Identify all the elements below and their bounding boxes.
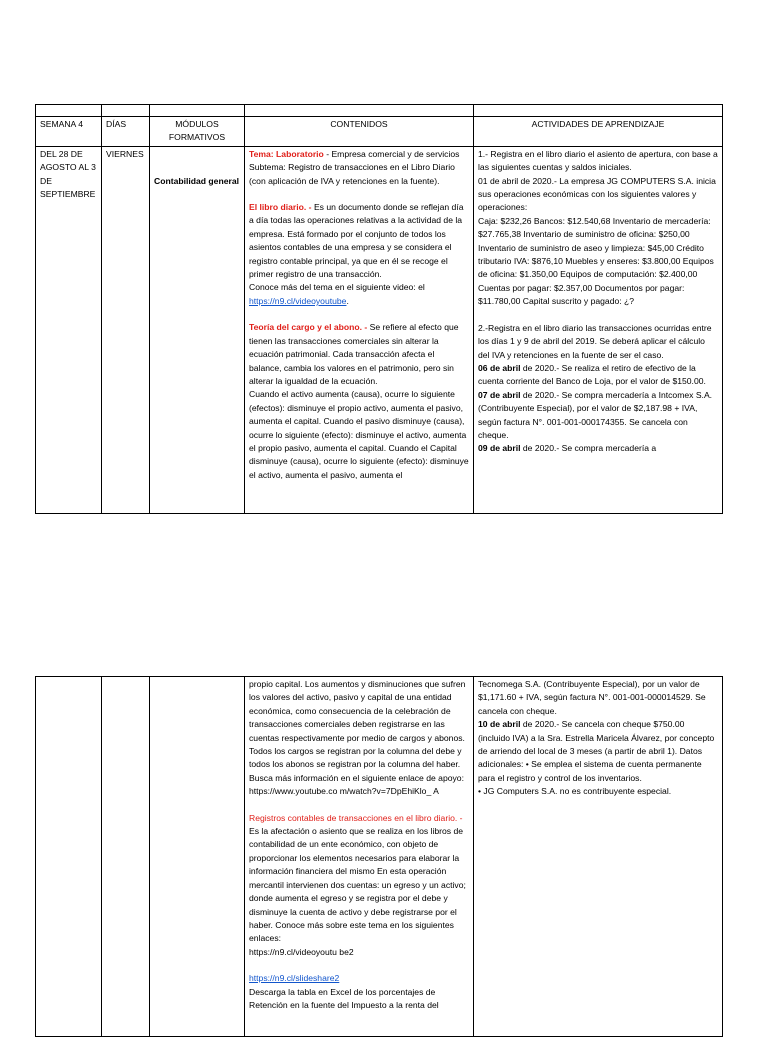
slideshare-link[interactable]: https://n9.cl/slideshare2: [249, 973, 340, 984]
slideshare-paragraph: [249, 972, 469, 985]
activity-7-text: de 2020.- Se realiza el retiro de efectivo de la cuenta corriente del Banco de Loja, por el valor de $150.00.: [478, 362, 706, 387]
activity-11-date: 10 de abril: [478, 719, 521, 730]
excel-paragraph: Descarga la tabla en Excel de los porcentajes de Retención en la fuente del Impuesto a la renta del: [249, 986, 439, 1010]
topic-paragraph: [249, 148, 469, 188]
module-cell: [150, 146, 245, 513]
header-actividades: ACTIVIDADES DE APRENDIZAJE: [474, 117, 723, 147]
schedule-table-1: [35, 104, 723, 514]
activity-8-text: de 2020.- Se compra mercadería a Intcomex S.A. (Contribuyente Especial), por el valor de $2,187.98 + IVA, según factura N°. 001-001-000174355. Se cancela con cheque.: [478, 389, 713, 440]
day-cell: VIERNES: [102, 146, 150, 513]
theory-label: Teoría del cargo y el abono. -: [249, 322, 368, 333]
activity-11: [478, 718, 718, 785]
activity-11-text: de 2020.- Se cancela con cheque $750.00 (incluido IVA) a la Sra. Estrella Maricela Álvarez, por concepto de arriendo del local de 3 meses (a partir de abril 1). Datos adicionales: • Se emplea el sistema de cuenta permanente para el registro y control de los inventarios.: [478, 719, 715, 783]
capital-paragraph: propio capital. Los aumentos y disminuciones que sufren los valores del activo, pasivo y capital de una entidad económica, como consecuencia de la celebración de transacciones comerciales deben registrarse en las cuentas respectivamente por medio de cargos y abonos. Todos los cargos se registran por la columna del debe y todos los abonos se registran por la columna del haber. Busca más información en el siguiente enlace de apoyo: https://www.youtube.co m/watch?v=7DpEhiKlo_ A: [249, 679, 466, 797]
period: .: [346, 295, 349, 306]
video-link[interactable]: https://n9.cl/videoyoutube: [249, 295, 347, 306]
theory-paragraph: [249, 321, 469, 388]
activity-6: 2.-Registra en el libro diario las transacciones ocurridas entre los días 1 y 9 de abril del 2019. Se deberá aplicar el cálculo del IVA y retenciones en la fuente de ser el caso.: [478, 322, 712, 360]
activity-8: [478, 389, 718, 443]
records-text: Es la afectación o asiento que se realiza en los libros de contabilidad de un ente económico, con objeto de proporcionar los elementos necesarios para elaborar la información financiera del mismo En esta operación mercantil intervienen dos cuentas: un egreso y un activo; donde aumenta el egreso y se registra por el debe y disminuye la cuenta de activo y debe registrarse por el haber. Conoce más sobre este tema en los siguientes enlaces:: [249, 826, 466, 944]
video-url-2: https://n9.cl/videoyoutu be2: [249, 946, 354, 957]
records-paragraph: [249, 812, 469, 946]
header-row: [36, 117, 723, 147]
header-contenidos: CONTENIDOS: [245, 117, 474, 147]
activities-cell: [474, 146, 723, 513]
activity-3: Caja: $232,26 Bancos: $12.540,68 Inventario de mercadería: $27.765,38 Inventario de suministro de oficina: $250,00: [478, 215, 711, 240]
schedule-table-2: [35, 676, 723, 1037]
records-label: Registros contables de transacciones en el libro diario. -: [249, 812, 463, 823]
header-dias: DÍAS: [102, 117, 150, 147]
activity-10: Tecnomega S.A. (Contribuyente Especial), por un valor de $1,171.60 + IVA, según factura N°. 001-001-000014529. Se cancela con cheque.: [478, 679, 706, 716]
continuation-row: [36, 677, 723, 1037]
activity-8-date: 07 de abril: [478, 389, 521, 400]
module-label: Contabilidad general: [154, 175, 239, 186]
theory-text: Se refiere al efecto que tienen las transacciones comerciales sin alterar la ecuación patrimonial. Cada transacción afecta el balance, cambia los valores en el patrimonio, pero sin alterar la igualdad de la ecuación.: [249, 322, 459, 386]
content-row: [36, 146, 723, 513]
topic-text: - Empresa comercial y de servicios Subtema: Registro de transacciones en el Libro Diario (con aplicación de IVA y retenciones en la fuente).: [249, 148, 460, 186]
activity-7: [478, 362, 718, 389]
contents-cell-continued: [245, 677, 474, 1037]
theory-detail-paragraph: Cuando el activo aumenta (causa), ocurre lo siguiente (efectos): disminuye el propio activo, aumenta el pasivo, aumenta el capital. Cuando el pasivo disminuye (causa), ocurre lo siguiente (efecto): disminuye el activo, aumenta el propio pasivo, aumenta el capital. Cuando el Capital disminuye (causa), ocurre lo siguiente (efecto): disminuye el activo, aumenta el pasivo, aumenta el: [249, 389, 469, 480]
journal-label: El libro diario. -: [249, 202, 312, 213]
activity-5: Cuentas por pagar: $2.357,00 Documentos por pagar: $11.780,00 Capital suscrito y pagado: ¿?: [478, 282, 685, 307]
activity-9: [478, 442, 718, 455]
activity-7-date: 06 de abril: [478, 362, 521, 373]
activity-9-text: de 2020.- Se compra mercadería a: [520, 443, 657, 454]
day-cell-empty: [102, 677, 150, 1037]
module-cell-empty: [150, 677, 245, 1037]
activity-4: Inventario de suministro de aseo y limpieza: $45,00 Crédito tributario IVA: $876,10 Muebles y enseres: $3.800,00 Equipos de oficina: $1.350,00 Equipos de computación: $2.400,00: [478, 242, 714, 280]
activity-12: • JG Computers S.A. no es contribuyente especial.: [478, 786, 672, 797]
activity-1: 1.- Registra en el libro diario el asiento de apertura, con base a las siguientes cuentas y saldos iniciales.: [478, 148, 718, 173]
contents-cell: [245, 146, 474, 513]
spacer-row: [36, 105, 723, 117]
journal-paragraph: [249, 201, 469, 281]
activities-cell-continued: [474, 677, 723, 1037]
header-semana: SEMANA 4: [36, 117, 102, 147]
activity-2: 01 de abril de 2020.- La empresa JG COMPUTERS S.A. inicia sus operaciones económicas con los siguientes valores y operaciones:: [478, 175, 716, 213]
topic-label: Tema: Laboratorio: [249, 148, 324, 159]
journal-text: Es un documento donde se reflejan día a día todas las operaciones relativas a la actividad de la empresa. Está formado por el conjunto de todos los asientos contables de una empresa y se considera el registro contable principal, ya que en él se recoge el primer registro de una transacción.: [249, 202, 464, 280]
journal-video-paragraph: [249, 281, 469, 308]
activity-9-date: 09 de abril: [478, 443, 521, 454]
week-cell-empty: [36, 677, 102, 1037]
week-cell: DEL 28 DE AGOSTO AL 3 DE SEPTIEMBRE: [36, 146, 102, 513]
journal-video-text: Conoce más del tema en el siguiente video: el: [249, 282, 425, 293]
header-modulos: MÓDULOS FORMATIVOS: [150, 117, 245, 147]
